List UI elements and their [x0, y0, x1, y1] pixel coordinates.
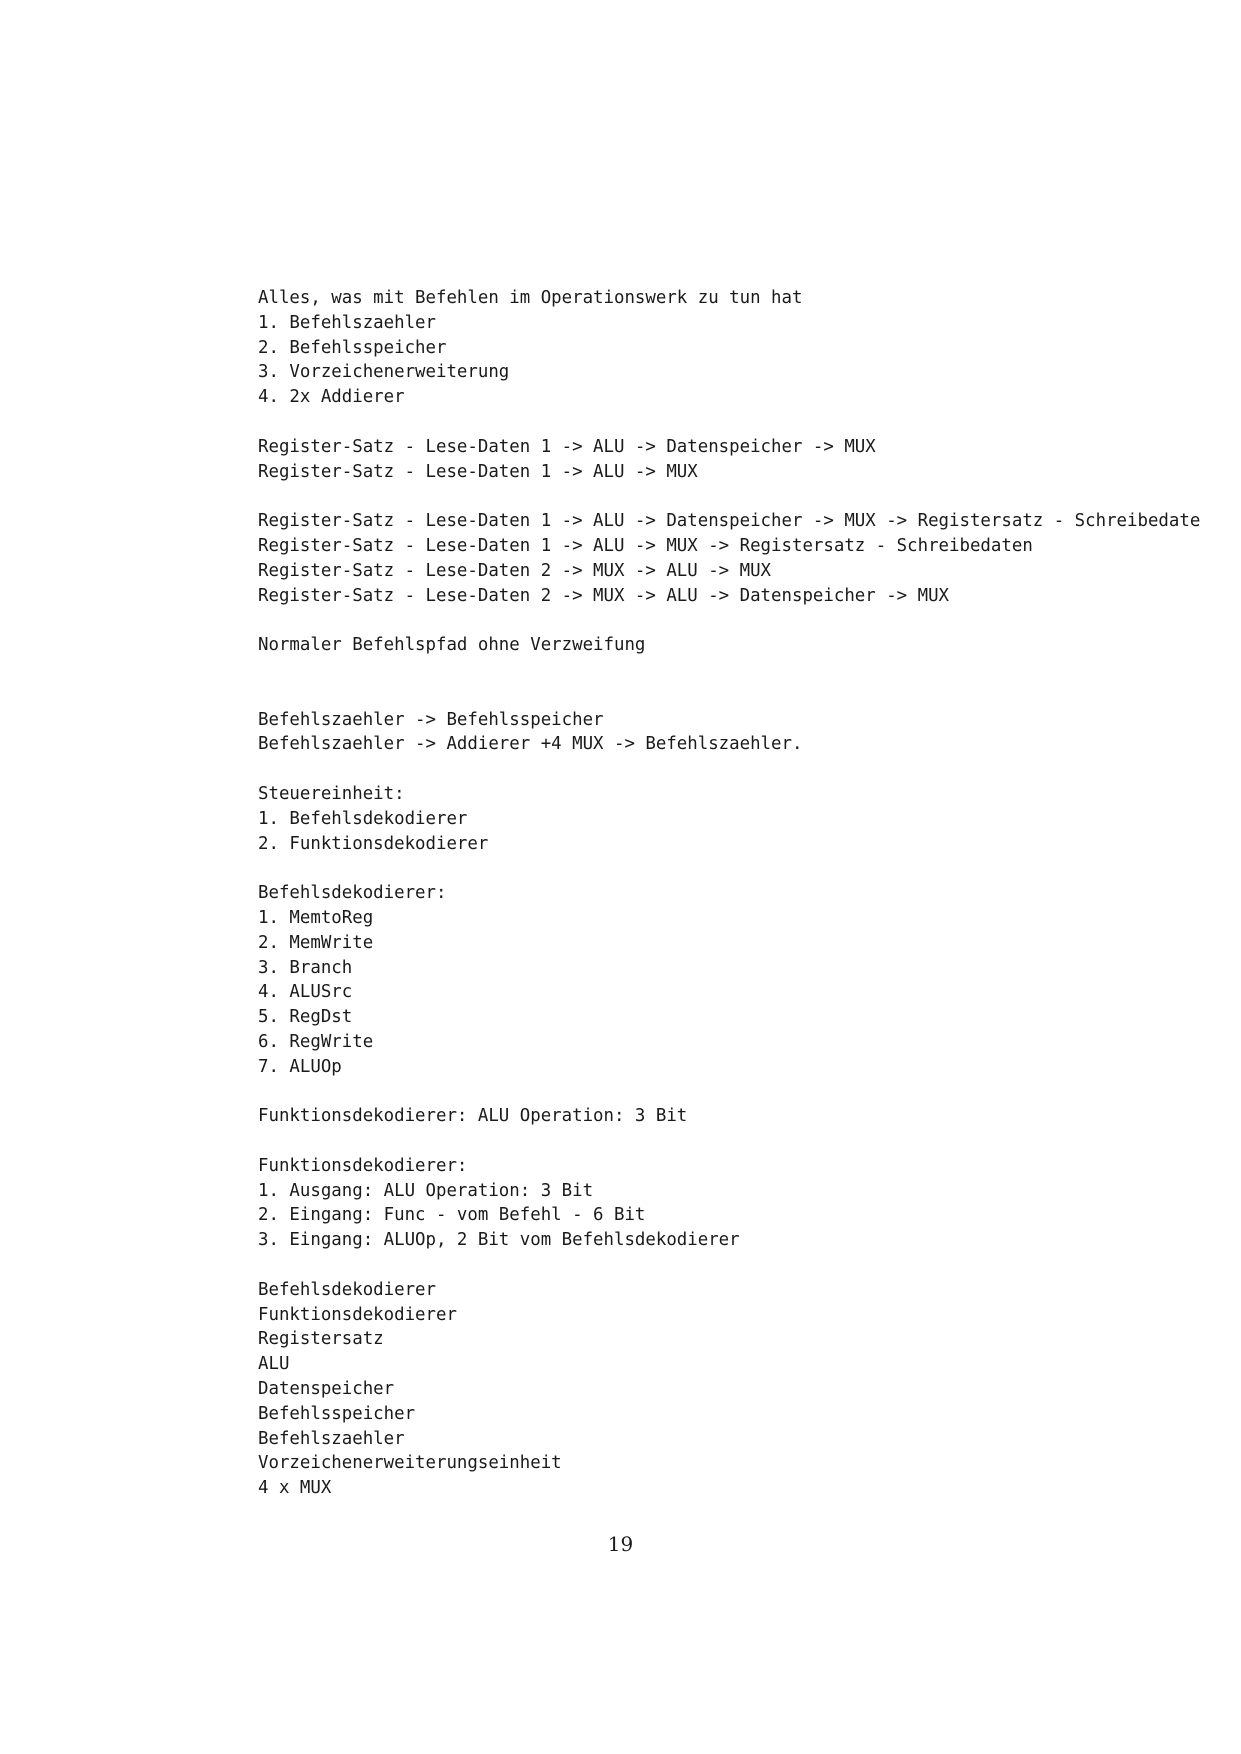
text-line: Register-Satz - Lese-Daten 2 -> MUX -> ALU -> Datenspeicher -> MUX: [258, 585, 950, 606]
text-line: Befehlsdekodierer: [258, 1279, 436, 1300]
text-line: 3. Vorzeichenerweiterung: [258, 362, 510, 383]
blank-line: [258, 658, 1233, 683]
text-line: Register-Satz - Lese-Daten 2 -> MUX -> ALU -> MUX: [258, 560, 772, 581]
blank-line: [258, 608, 1233, 633]
text-line: 3. Eingang: ALUOp, 2 Bit vom Befehlsdekodierer: [258, 1230, 740, 1251]
text-line: Register-Satz - Lese-Daten 1 -> ALU -> MUX -> Registersatz - Schreibedaten: [258, 535, 1033, 556]
page-number: 19: [607, 1532, 634, 1556]
text-line: 2. Eingang: Func - vom Befehl - 6 Bit: [258, 1205, 646, 1226]
text-line: 4 x MUX: [258, 1478, 332, 1499]
text-line: 5. RegDst: [258, 1007, 353, 1028]
monospace-text-block: [258, 286, 1233, 1501]
text-line: 2. Befehlsspeicher: [258, 337, 447, 358]
text-line: 3. Branch: [258, 957, 353, 978]
text-line: Befehlszaehler -> Befehlsspeicher: [258, 709, 604, 730]
text-line: Befehlszaehler -> Addierer +4 MUX -> Befehlszaehler.: [258, 734, 803, 755]
text-line: Funktionsdekodierer: ALU Operation: 3 Bit: [258, 1106, 688, 1127]
text-line: Funktionsdekodierer:: [258, 1155, 468, 1176]
text-line: Register-Satz - Lese-Daten 1 -> ALU -> MUX: [258, 461, 698, 482]
text-line: Registersatz: [258, 1329, 384, 1350]
blank-line: [258, 757, 1233, 782]
text-line: Register-Satz - Lese-Daten 1 -> ALU -> Datenspeicher -> MUX -> Registersatz - Schreibedate: [258, 511, 1201, 532]
text-line: 2. Funktionsdekodierer: [258, 833, 489, 854]
text-line: 4. 2x Addierer: [258, 387, 405, 408]
text-line: Vorzeichenerweiterungseinheit: [258, 1453, 562, 1474]
text-line: Register-Satz - Lese-Daten 1 -> ALU -> Datenspeicher -> MUX: [258, 436, 876, 457]
text-line: Normaler Befehlspfad ohne Verzweifung: [258, 635, 646, 656]
text-line: Datenspeicher: [258, 1379, 395, 1400]
text-line: 7. ALUOp: [258, 1056, 342, 1077]
text-line: Befehlszaehler: [258, 1428, 405, 1449]
text-line: Befehlsspeicher: [258, 1403, 416, 1424]
text-line: 1. MemtoReg: [258, 907, 374, 928]
blank-line: [258, 410, 1233, 435]
text-line: 6. RegWrite: [258, 1031, 374, 1052]
blank-line: [258, 1080, 1233, 1105]
text-line: ALU: [258, 1354, 290, 1375]
blank-line: [258, 1129, 1233, 1154]
text-line: Alles, was mit Befehlen im Operationswerk zu tun hat: [258, 288, 803, 308]
text-line: Funktionsdekodierer: [258, 1304, 457, 1325]
blank-line: [258, 1253, 1233, 1278]
blank-line: [258, 484, 1233, 509]
text-line: 4. ALUSrc: [258, 982, 353, 1003]
text-line: 1. Befehlsdekodierer: [258, 808, 468, 829]
blank-line: [258, 856, 1233, 881]
text-line: 2. MemWrite: [258, 932, 374, 953]
text-line: Befehlsdekodierer:: [258, 883, 447, 904]
text-line: Steuereinheit:: [258, 783, 405, 804]
text-line: 1. Ausgang: ALU Operation: 3 Bit: [258, 1180, 594, 1201]
blank-line: [258, 683, 1233, 708]
text-line: 1. Befehlszaehler: [258, 312, 436, 333]
